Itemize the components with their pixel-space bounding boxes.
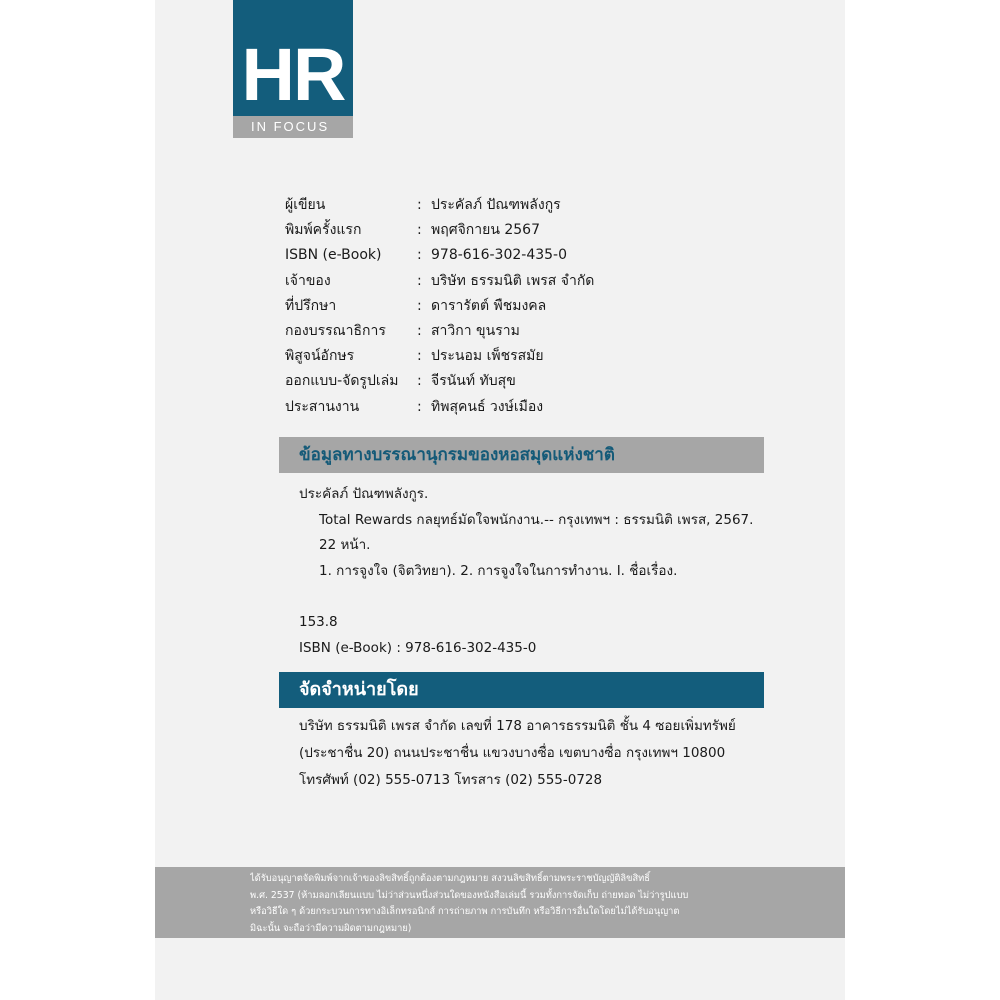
credit-value: จีรนันท์ ทับสุข <box>431 373 516 390</box>
logo-main-text: HR <box>233 0 353 116</box>
cip-heading: ข้อมูลทางบรรณานุกรมของหอสมุดแห่งชาติ <box>279 437 764 473</box>
hr-in-focus-logo <box>233 0 353 138</box>
credit-label: ที่ปรึกษา <box>285 297 337 314</box>
credit-value: 978-616-302-435-0 <box>431 247 568 264</box>
credit-value: พฤศจิกายน 2567 <box>431 222 540 239</box>
credit-separator: : <box>417 247 422 264</box>
credit-label: เจ้าของ <box>285 272 331 289</box>
credit-row <box>285 218 705 243</box>
distribution-line: บริษัท ธรรมนิติ เพรส จำกัด เลขที่ 178 อาคารธรรมนิติ ชั้น 4 ซอยเพิ่มทรัพย์ <box>299 718 736 734</box>
credit-label: ISBN (e-Book) <box>285 247 382 264</box>
credit-value: ดารารัตต์ พืชมงคล <box>431 297 547 314</box>
credit-separator: : <box>417 222 422 239</box>
credit-separator: : <box>417 197 422 213</box>
credit-row <box>285 193 705 218</box>
credit-row <box>285 369 705 394</box>
credit-row <box>285 319 705 344</box>
credit-label: ออกแบบ-จัดรูปเล่ม <box>285 373 399 390</box>
cip-block <box>299 482 769 661</box>
distribution-block <box>299 713 769 794</box>
distribution-heading: จัดจำหน่ายโดย <box>279 672 764 708</box>
credit-row <box>285 344 705 369</box>
credit-row <box>285 269 705 294</box>
credits-list <box>285 193 705 420</box>
credit-row <box>285 243 705 268</box>
credit-value: สาวิกา ขุนราม <box>431 322 520 339</box>
credit-label: ผู้เขียน <box>285 197 326 213</box>
credit-value: ทิพสุคนธ์ วงษ์เมือง <box>431 398 544 415</box>
distribution-line: โทรศัพท์ (02) 555-0713 โทรสาร (02) 555-0728 <box>299 772 603 788</box>
credit-label: พิมพ์ครั้งแรก <box>285 222 362 239</box>
copyright-line: มิฉะนั้น จะถือว่ามีความผิดตามกฎหมาย) <box>250 922 412 934</box>
cip-pages: 22 หน้า. <box>319 537 371 553</box>
credit-label: ประสานงาน <box>285 398 360 415</box>
credit-value: ประนอม เพ็ชรสมัย <box>431 348 544 365</box>
credit-separator: : <box>417 272 422 289</box>
credit-label: พิสูจน์อักษร <box>285 348 355 365</box>
credit-row <box>285 395 705 420</box>
credit-separator: : <box>417 297 422 314</box>
credit-label: กองบรรณาธิการ <box>285 322 386 339</box>
copyright-line: ได้รับอนุญาตจัดพิมพ์จากเจ้าของลิขสิทธิ์ถูกต้องตามกฎหมาย สงวนลิขสิทธิ์ตามพระราชบัญญัติลิขสิทธิ์ <box>250 873 650 884</box>
credit-value: ประคัลภ์ ปัณฑพลังกูร <box>431 197 561 213</box>
distribution-line: (ประชาชื่น 20) ถนนประชาชื่น แขวงบางซื่อ เขตบางซื่อ กรุงเทพฯ 10800 <box>299 745 726 761</box>
copyright-line: หรือวิธีใด ๆ ด้วยกระบวนการทางอิเล็กทรอนิกส์ การถ่ายภาพ การบันทึก หรือวิธีการอื่นใดโดยไม่ได้รับอนุญาต <box>250 906 680 917</box>
credit-value: บริษัท ธรรมนิติ เพรส จำกัด <box>431 272 595 289</box>
credit-separator: : <box>417 398 422 415</box>
logo-sub-text: IN FOCUS <box>233 116 353 138</box>
cip-isbn: ISBN (e-Book) : 978-616-302-435-0 <box>299 639 537 656</box>
copyright-line: พ.ศ. 2537 (ห้ามลอกเลียนแบบ ไม่ว่าส่วนหนึ่งส่วนใดของหนังสือเล่มนี้ รวมทั้งการจัดเก็บ ถ่ายทอด ไม่ว่ารูปแบบ <box>250 889 689 901</box>
cip-author: ประคัลภ์ ปัณฑพลังกูร. <box>299 486 429 502</box>
credit-separator: : <box>417 348 422 365</box>
copyright-footer <box>155 867 845 938</box>
book-page <box>155 0 845 1000</box>
credit-separator: : <box>417 373 422 390</box>
cip-subjects: 1. การจูงใจ (จิตวิทยา). 2. การจูงใจในการทำงาน. I. ชื่อเรื่อง. <box>319 562 678 579</box>
cip-classification: 153.8 <box>299 614 338 630</box>
credit-separator: : <box>417 322 422 339</box>
credit-row <box>285 294 705 319</box>
cip-title-line: Total Rewards กลยุทธ์มัดใจพนักงาน.-- กรุงเทพฯ : ธรรมนิติ เพรส, 2567. <box>319 511 754 528</box>
